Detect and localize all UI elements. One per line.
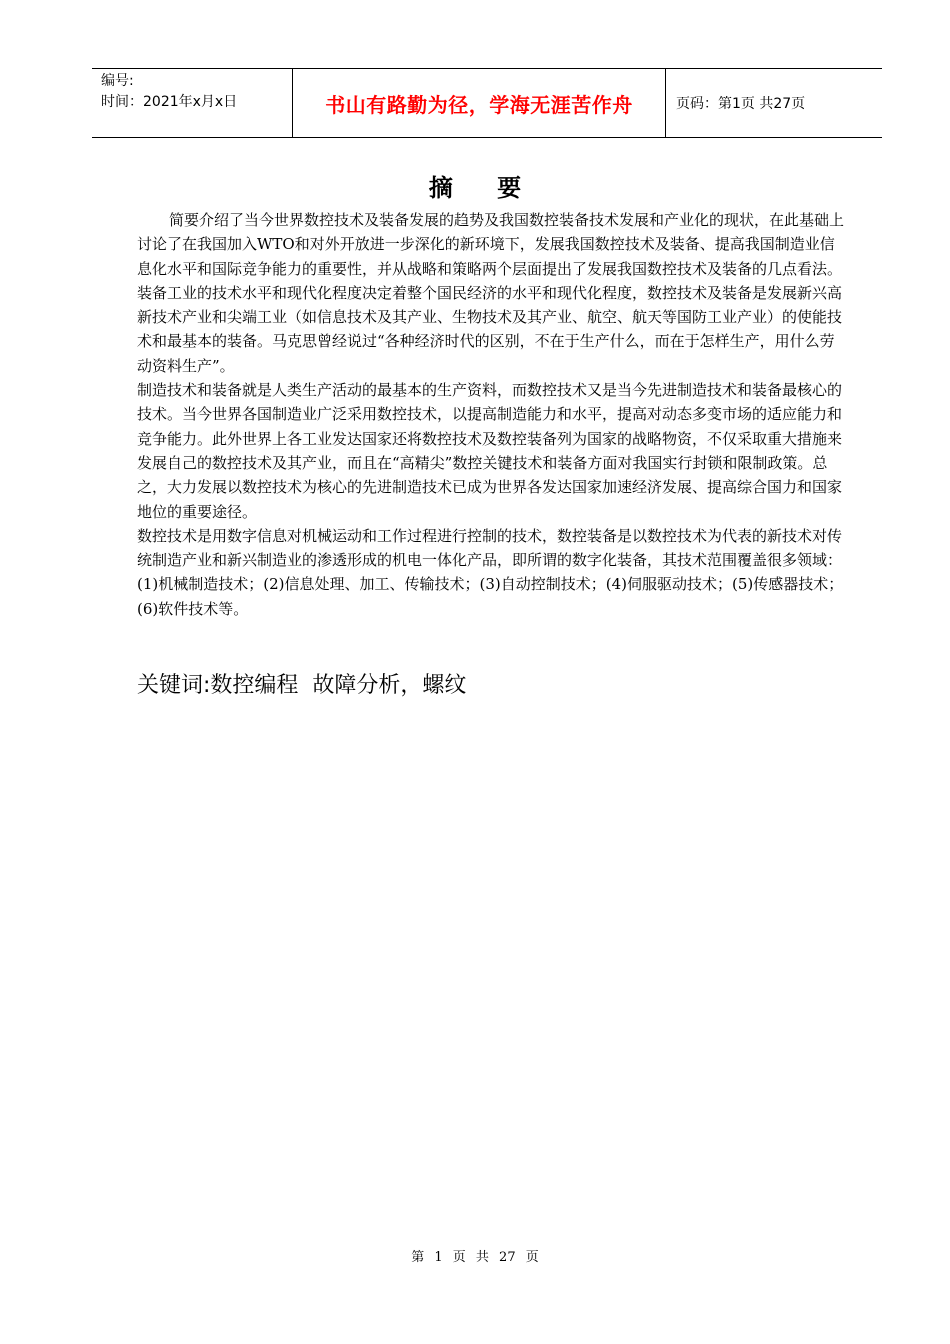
page-footer: 第 1 页 共 27 页 [411, 1250, 539, 1265]
page-header [92, 68, 882, 138]
document-time-label: 时间：2021年x月x日 [101, 94, 238, 110]
header-page-info: 页码：第1页 共27页 [676, 96, 806, 112]
abstract-body [137, 208, 847, 621]
abstract-paragraph: 简要介绍了当今世界数控技术及装备发展的趋势及我国数控装备技术发展和产业化的现状，在此基础上讨论了在我国加入WTO和对外开放进一步深化的新环境下，发展我国数控技术及装备、提高我国制造业信息化水平和国际竞争能力的重要性，并从战略和策略两个层面提出了发展我国数控技术及装备的几点看法。装备工业的技术水平和现代化程度决定着整个国民经济的水平和现代化程度，数控技术及装备是发展新兴高新技术产业和尖端工业（如信息技术及其产业、生物技术及其产业、航空、航天等国防工业产业）的使能技术和最基本的装备。马克思曾经说过“各种经济时代的区别，不在于生产什么，而在于怎样生产，用什么劳动资料生产”。 [137, 211, 845, 375]
abstract-paragraph: 制造技术和装备就是人类生产活动的最基本的生产资料，而数控技术又是当今先进制造技术和装备最核心的技术。当今世界各国制造业广泛采用数控技术，以提高制造能力和水平，提高对动态多变市场的适应能力和竞争能力。此外世界上各工业发达国家还将数控技术及数控装备列为国家的战略物资，不仅采取重大措施来发展自己的数控技术及其产业，而且在“高精尖”数控关键技术和装备方面对我国实行封锁和限制政策。总之，大力发展以数控技术为核心的先进制造技术已成为世界各发达国家加速经济发展、提高综合国力和国家地位的重要途径。 [137, 381, 843, 521]
header-meta [92, 69, 293, 137]
header-motto: 书山有路勤为径，学海无涯苦作舟 [293, 69, 666, 137]
document-number-label: 编号: [101, 73, 134, 89]
abstract-paragraph: 数控技术是用数字信息对机械运动和工作过程进行控制的技术，数控装备是以数控技术为代表的新技术对传统制造产业和新兴制造业的渗透形成的机电一体化产品，即所谓的数字化装备，其技术范围覆盖很多领域：(1)机械制造技术；(2)信息处理、加工、传输技术；(3)自动控制技术；(4)伺服驱动技术；(5)传感器技术；(6)软件技术等。 [137, 526, 844, 618]
abstract-title: 摘 要 [428, 174, 540, 202]
keywords-line: 关键词:数控编程 故障分析，螺纹 [137, 673, 467, 698]
